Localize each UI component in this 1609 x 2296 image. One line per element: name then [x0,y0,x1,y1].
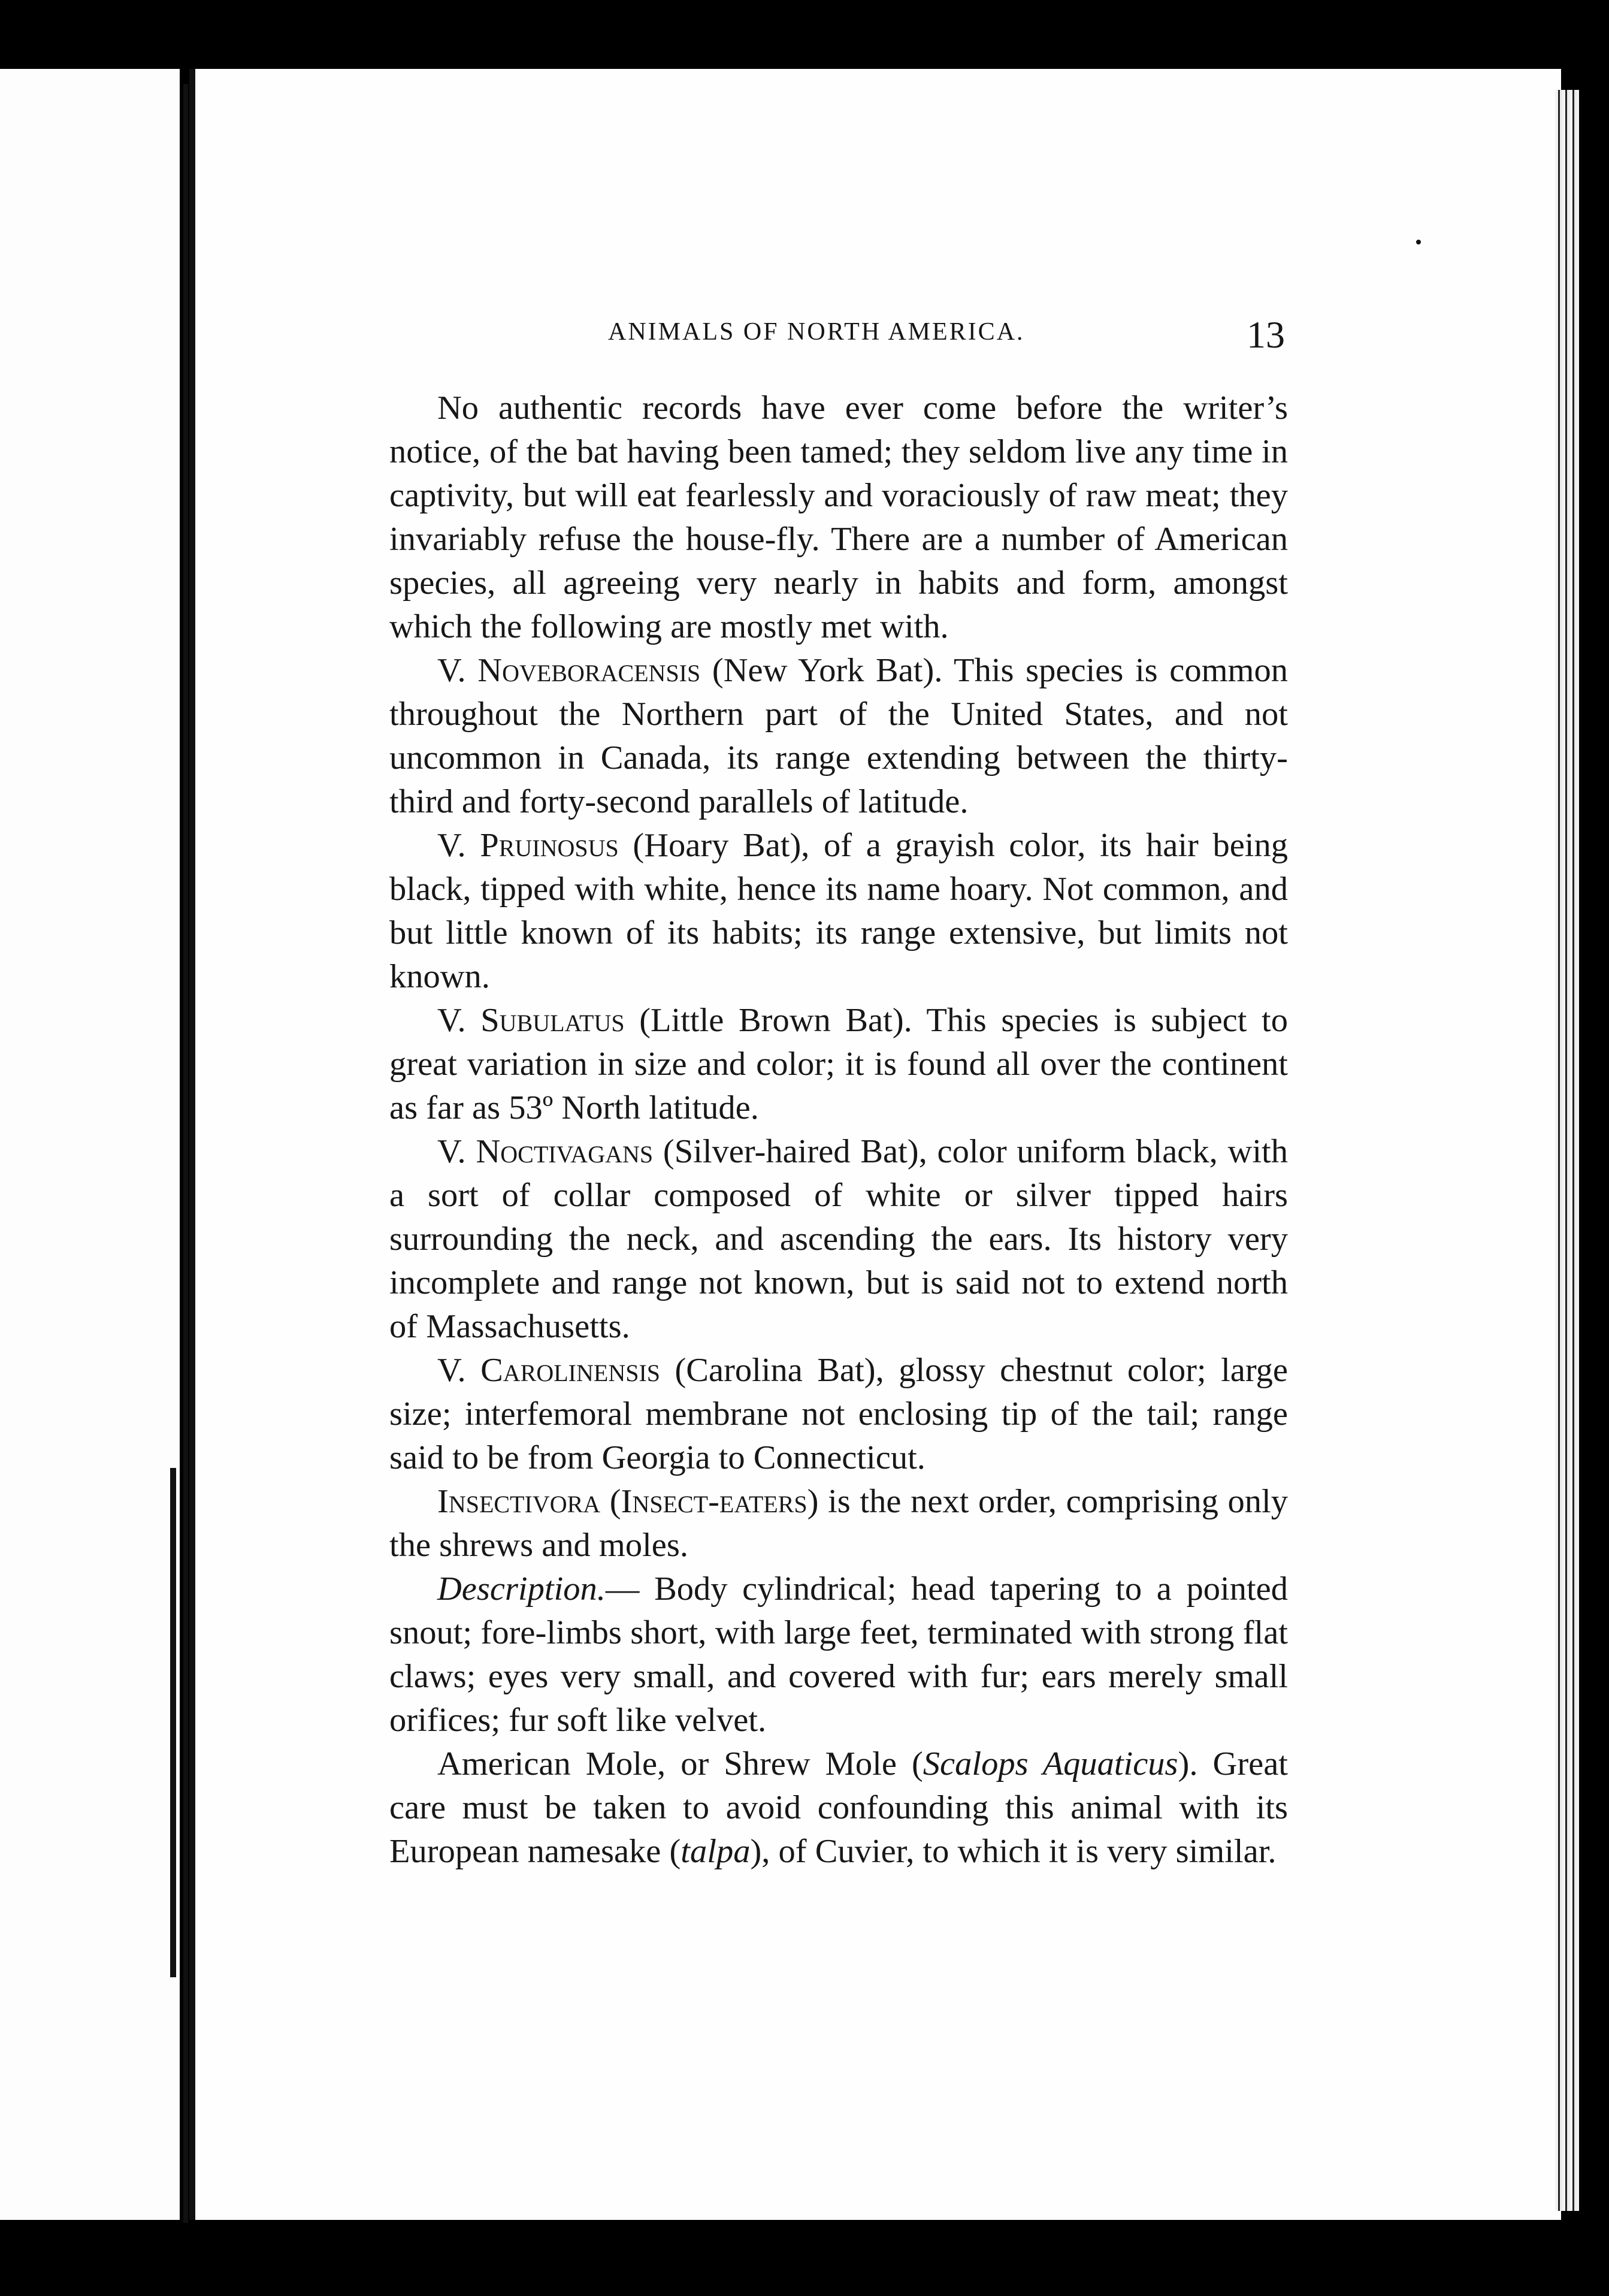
page-body [389,386,1288,1874]
paragraph-text: (New York Bat). This species is common throughout the Northern part of the United States, and not uncommon in Canada, its range extending between the thirty-third and forty-second parallels of latitude. [389,652,1288,820]
paragraph-carolina-bat [389,1349,1288,1480]
paragraph-hoary-bat [389,824,1288,999]
species-name: Pruinosus [480,827,619,864]
left-page-edge [0,69,180,2220]
order-common-name: Insect-eaters [621,1483,807,1520]
paragraph-text: (Little Brown Bat). This species is subject to great variation in size and color; it is found all over the continent as far as 53º North latitude. [389,1002,1288,1126]
paragraph-bat-intro [389,386,1288,649]
species-name: Noctivagans [476,1133,654,1170]
paragraph-text: American Mole, or Shrew Mole ( [437,1745,923,1783]
gutter-shadow [183,84,188,2223]
paragraph-text: ), of Cuvier, to which it is very similar. [750,1833,1277,1870]
paragraph-text: (Hoary Bat), of a grayish color, its hair being black, tipped with white, hence its name hoary. Not common, and but little known of its habits; its range extensive, but limits not known. [389,827,1288,995]
paragraph-text: ) is the next order, comprising only the shrews and moles. [389,1483,1288,1564]
species-prefix: V. [437,1002,481,1039]
paragraph-text: No authentic records have ever come before the writer’s notice, of the bat having been tamed; they seldom live any time in captivity, but will eat fearlessly and voraciously of raw meat; they invariably refuse the house-fly. There are a number of American species, all agreeing very nearly in habits and form, amongst which the following are mostly met with. [389,389,1288,645]
species-name: Subulatus [480,1002,625,1039]
genus-name: talpa [681,1833,751,1870]
page-header [608,313,1285,359]
speck-mark [1416,240,1421,244]
paragraph-insectivora [389,1480,1288,1567]
paragraph-description [389,1567,1288,1742]
species-scientific-name: Scalops Aquaticus [923,1745,1178,1783]
paragraph-text: ( [600,1483,621,1520]
left-margin-mark [170,1468,176,1977]
paragraph-little-brown-bat [389,999,1288,1130]
paragraph-text: (Carolina Bat), glossy chestnut color; large size; interfemoral membrane not enclosing tip of the tail; range said to be from Georgia to Connecticut. [389,1352,1288,1476]
species-name: Carolinensis [480,1352,661,1389]
paragraph-text: ). Great care must be taken to avoid confounding this animal with its European namesake ( [389,1745,1288,1870]
paragraph-new-york-bat [389,649,1288,824]
species-prefix: V. [437,827,480,864]
paragraph-american-mole [389,1742,1288,1874]
species-prefix: V. [437,652,478,689]
running-title: ANIMALS OF NORTH AMERICA. [608,318,1025,346]
order-name: Insectivora [437,1483,601,1520]
page-number: 13 [1247,313,1285,356]
species-prefix: V. [437,1352,481,1389]
species-prefix: V. [437,1133,476,1170]
page-edges [1555,90,1579,2211]
species-name: Noveboracensis [477,652,701,689]
description-label: Description. [437,1570,606,1608]
paragraph-text: — Body cylindrical; head tapering to a pointed snout; fore-limbs short, with large feet, terminated with strong flat claws; eyes very small, and covered with fur; ears merely small orifices; fur soft like velvet. [389,1570,1288,1739]
paragraph-text: (Silver-haired Bat), color uniform black, with a sort of collar composed of white or silver tipped hairs surrounding the neck, and ascending the ears. Its history very incomplete and range not known, but is said not to extend north of Massachusetts. [389,1133,1288,1345]
paragraph-silver-haired-bat [389,1130,1288,1349]
